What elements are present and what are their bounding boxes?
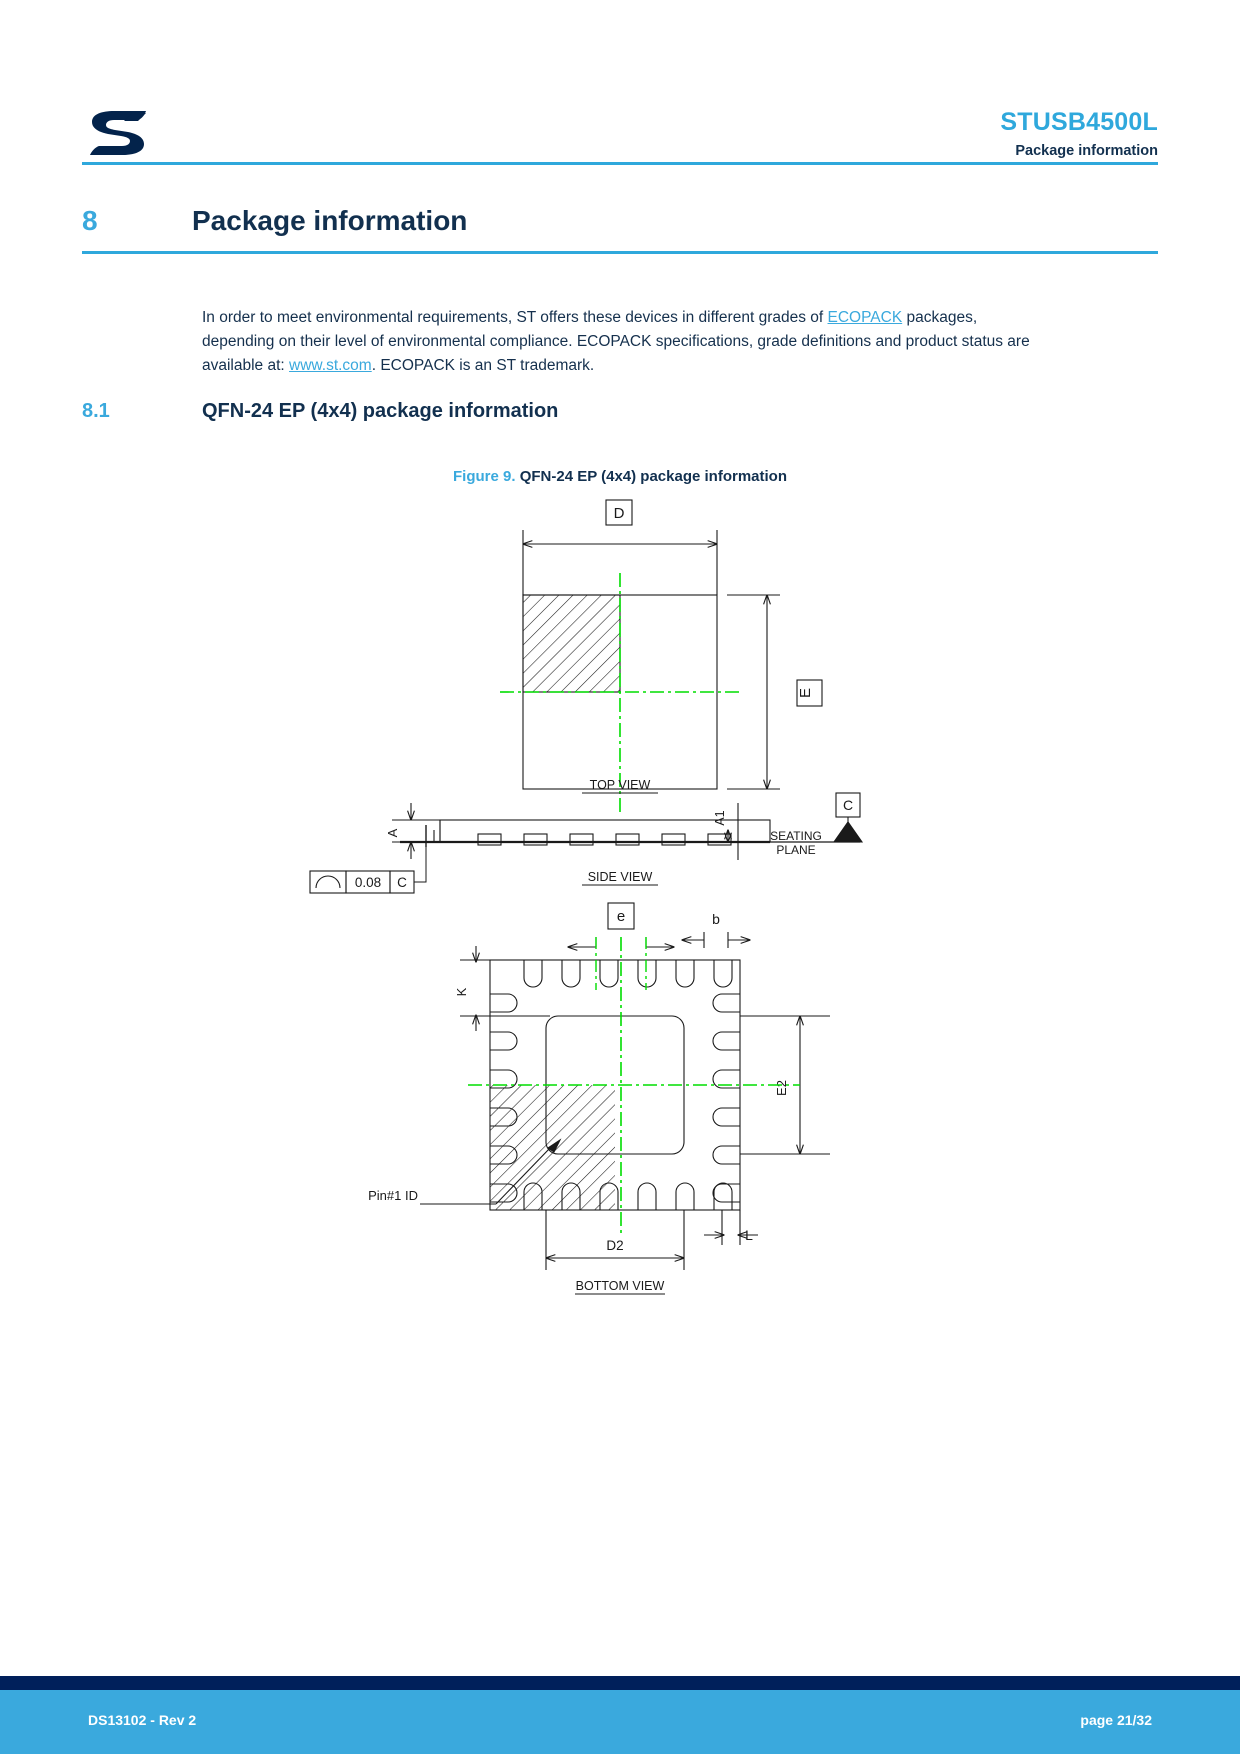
footer-navy-bar — [0, 1676, 1240, 1690]
bottom-view-label-group — [575, 1279, 665, 1294]
flatness-control-frame — [310, 847, 426, 893]
header-titles — [1000, 108, 1158, 159]
intro-paragraph — [202, 306, 1047, 378]
flatness-value: 0.08 — [354, 875, 382, 890]
top-view-hatch — [523, 595, 620, 692]
side-view-label: SIDE VIEW — [587, 870, 653, 884]
figure-title: QFN-24 EP (4x4) package information — [519, 468, 787, 485]
flatness-datum: C — [397, 875, 407, 890]
footer-page-number: page 21/32 — [1080, 1712, 1152, 1728]
section-heading-row — [82, 205, 1158, 237]
intro-text-part2: packages, depending on their level of environmental compliance. ECOPACK specifications, grade definitions and product status are available at: — [202, 308, 1030, 374]
intro-text-part1: In order to meet environmental requirements, ST offers these devices in different grades of — [202, 308, 828, 326]
section-number: 8 — [82, 205, 98, 236]
figure-caption — [0, 468, 1240, 485]
package-drawing — [300, 500, 1000, 1293]
bottom-view-leads-right — [713, 994, 740, 1202]
dimension-label-b: b — [712, 911, 720, 927]
top-view-drawing — [500, 500, 822, 815]
intro-text-part3: . ECOPACK is an ST trademark. — [371, 356, 595, 374]
section-heading-block — [82, 205, 1158, 254]
document-title: STUSB4500L — [1000, 108, 1158, 136]
seating-plane-label-line2: PLANE — [776, 843, 816, 857]
seating-plane-label-line1: SEATING — [770, 829, 822, 843]
st-logo — [88, 110, 150, 156]
ecopack-link[interactable]: ECOPACK — [827, 308, 903, 326]
dimension-label-e: e — [616, 908, 626, 925]
page-header — [0, 0, 1240, 180]
footer-document-id: DS13102 - Rev 2 — [88, 1712, 197, 1728]
subsection-number: 8.1 — [82, 400, 110, 422]
dimension-label-L: L — [745, 1227, 753, 1243]
side-view-leads — [478, 834, 731, 845]
section-title: Package information — [192, 205, 468, 236]
dimension-label-E: E — [797, 687, 814, 699]
bottom-view-leads-top — [524, 960, 732, 987]
st-website-link[interactable]: www.st.com — [289, 356, 372, 374]
datum-c-symbol — [834, 793, 862, 842]
bottom-view-label: BOTTOM VIEW — [575, 1279, 665, 1293]
subsection-title: QFN-24 EP (4x4) package information — [202, 400, 559, 422]
datum-c-label: C — [842, 797, 854, 813]
side-view-label-group — [582, 870, 658, 885]
dimension-label-K: K — [454, 987, 469, 997]
top-view-label-group — [582, 778, 658, 793]
dimension-label-D2: D2 — [606, 1238, 624, 1253]
dimension-label-D: D — [613, 505, 625, 522]
top-view-label: TOP VIEW — [589, 778, 651, 792]
section-divider — [82, 251, 1158, 254]
subsection-heading-row — [82, 400, 1158, 423]
pin1-id-label: Pin#1 ID — [368, 1188, 418, 1203]
figure-label: Figure 9. — [453, 468, 516, 485]
dimension-label-E2: E2 — [774, 1080, 789, 1096]
side-view-drawing — [310, 793, 862, 893]
bottom-view-drawing — [368, 903, 830, 1270]
dimension-label-A: A — [385, 828, 400, 838]
dimension-label-A1: A1 — [713, 810, 727, 826]
header-divider — [82, 162, 1158, 165]
document-subtitle: Package information — [1015, 142, 1158, 159]
